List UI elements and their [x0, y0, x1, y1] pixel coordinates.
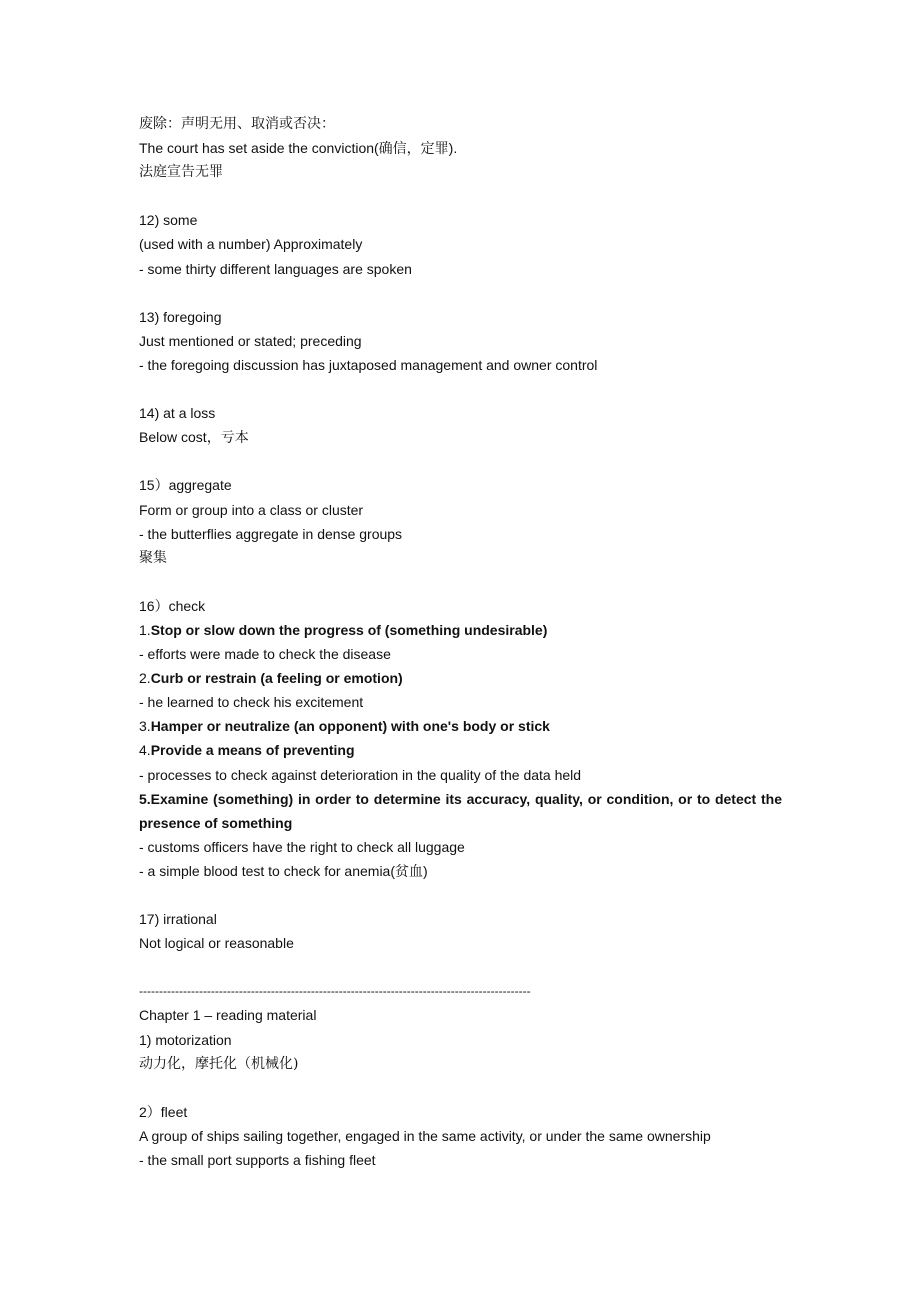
example-line: - the butterflies aggregate in dense groups	[139, 525, 403, 542]
document-body	[139, 112, 782, 1172]
definition-line: Not logical or reasonable	[139, 935, 294, 952]
blank-line	[139, 449, 782, 473]
entry-heading-at-a-loss: 14) at a loss	[139, 405, 216, 422]
blank-line	[139, 281, 782, 305]
example-line: - processes to check against deterioration in the quality of the data held	[139, 766, 582, 783]
translation-line: 聚集	[139, 549, 167, 566]
translation-line: 法庭宣告无罪	[139, 164, 223, 181]
sense-number: 1.	[139, 621, 151, 638]
entry-heading-foregoing: 13) foregoing	[139, 308, 222, 325]
sense-number: 2.	[139, 670, 151, 687]
section-divider: --------------------------------------------------------------------------------------------------	[139, 984, 531, 999]
sense-line-3	[139, 714, 782, 738]
entry-heading-some: 12) some	[139, 212, 198, 229]
sense-definition: Stop or slow down the progress of (something undesirable)	[150, 621, 548, 638]
example-line: The court has set aside the conviction(确信，定罪).	[139, 140, 458, 157]
example-line: - he learned to check his excitement	[139, 694, 364, 711]
entry-heading-aggregate: 15）aggregate	[139, 477, 232, 494]
sense-line-1	[139, 618, 782, 642]
example-line: - a simple blood test to check for anemia(贫血)	[139, 862, 428, 879]
definition-line: 废除：声明无用、取消或否决：	[139, 116, 335, 132]
sense-definition: Provide a means of preventing	[150, 742, 355, 759]
chapter-heading: Chapter 1 – reading material	[139, 1007, 317, 1024]
entry-heading-fleet: 2）fleet	[139, 1103, 188, 1120]
example-line: - the small port supports a fishing fleet	[139, 1152, 376, 1169]
blank-line	[139, 1076, 782, 1100]
example-line: - customs officers have the right to check all luggage	[139, 838, 465, 855]
example-line: - efforts were made to check the disease	[139, 646, 391, 663]
sense-definition: Hamper or neutralize (an opponent) with one's body or stick	[150, 718, 550, 735]
definition-line: Just mentioned or stated; preceding	[139, 332, 362, 349]
example-line: - some thirty different languages are spoken	[139, 260, 412, 277]
definition-line: Below cost，亏本	[139, 429, 249, 446]
entry-heading-irrational: 17) irrational	[139, 911, 217, 928]
sense-number: 3.	[139, 718, 151, 735]
definition-line: A group of ships sailing together, engaged in the same activity, or under the same ownership	[139, 1127, 711, 1144]
sense-number: 4.	[139, 742, 151, 759]
blank-line	[139, 377, 782, 401]
sense-line-4	[139, 738, 782, 762]
sense-line-5: 5.Examine (something) in order to determine its accuracy, quality, or condition, or to detect the presence of something	[139, 790, 782, 831]
sense-definition: Curb or restrain (a feeling or emotion)	[150, 670, 403, 687]
blank-line	[139, 883, 782, 907]
definition-line: Form or group into a class or cluster	[139, 501, 364, 518]
entry-heading-check: 16）check	[139, 597, 206, 614]
sense-line-2	[139, 666, 782, 690]
blank-line	[139, 184, 782, 208]
blank-line	[139, 955, 782, 979]
example-line: - the foregoing discussion has juxtaposed management and owner control	[139, 356, 598, 373]
definition-line: (used with a number) Approximately	[139, 236, 363, 253]
blank-line	[139, 570, 782, 594]
translation-line: 动力化，摩托化（机械化)	[139, 1055, 299, 1072]
entry-heading-motorization: 1) motorization	[139, 1031, 232, 1048]
